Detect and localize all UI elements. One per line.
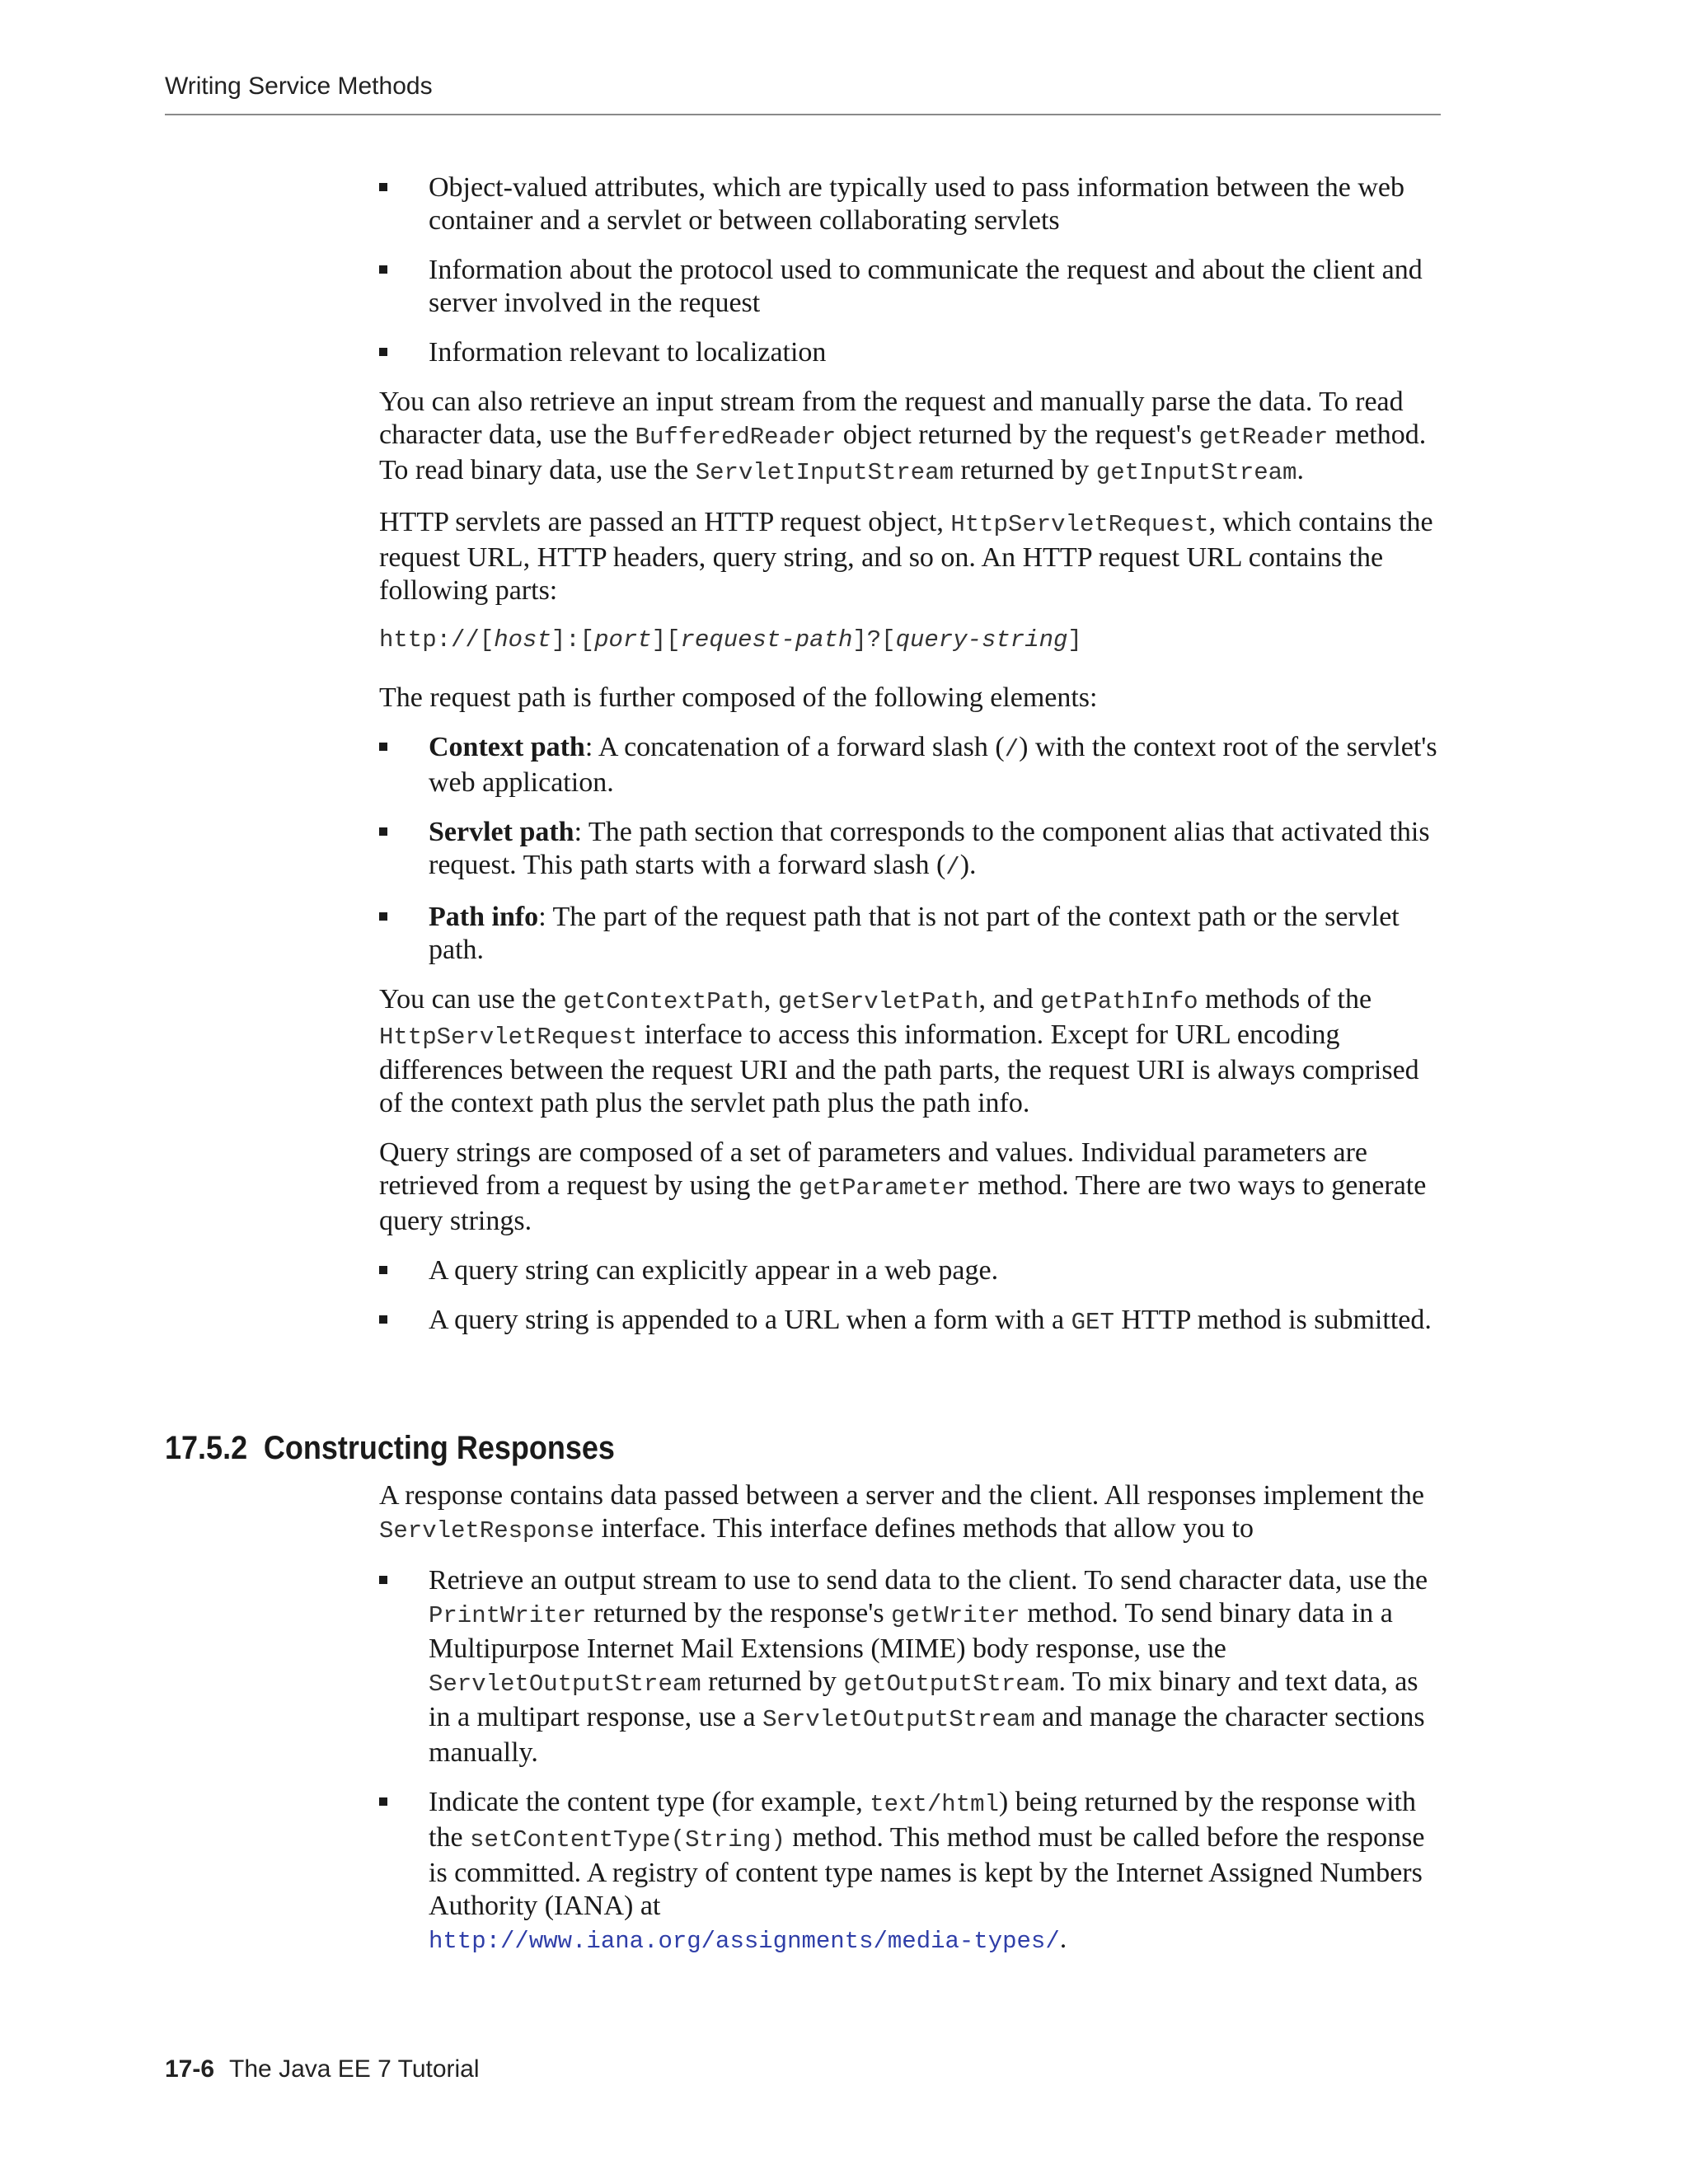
code-term: getInputStream (1095, 459, 1297, 486)
code-term: getParameter (798, 1174, 971, 1202)
code-term: text/html (870, 1791, 999, 1818)
response-abilities-list (379, 1564, 1442, 1958)
code-term: GET (1071, 1309, 1114, 1336)
bullet-square-icon (379, 1266, 387, 1274)
bullet-square-icon (379, 1315, 387, 1324)
bullet-square-icon (379, 1797, 387, 1806)
book-title: The Java EE 7 Tutorial (229, 2055, 480, 2083)
term: Servlet path (429, 817, 574, 847)
page-number: 17-6 (165, 2055, 215, 2083)
code-term: / (1004, 736, 1020, 763)
list-item: A query string can explicitly appear in a web page. (379, 1254, 1442, 1287)
code-term: setContentType(String) (470, 1826, 785, 1854)
code-term: ServletResponse (379, 1517, 595, 1544)
bullet-square-icon (379, 912, 387, 921)
term: Path info (429, 902, 539, 932)
query-ways-list (379, 1254, 1442, 1339)
bullet-square-icon (379, 183, 387, 191)
list-item: Retrieve an output stream to use to send data to the client. To send character data, use the PrintWriter returned by the response's getWriter method. To send binary data in a Multipurpose Internet Mail Extensions (MIME) body response, use the ServletOutputStream returned by getOutputStream. To mix binary and text data, as in a multipart response, use a ServletOutputStream and manage the character sections manually. (379, 1564, 1442, 1769)
code-term: getReader (1198, 424, 1329, 451)
code-term: getOutputStream (843, 1671, 1059, 1698)
path-elements-list (379, 731, 1442, 967)
section-number: 17.5.2 (165, 1430, 248, 1466)
running-header: Writing Service Methods (165, 73, 433, 100)
code-term: ServletInputStream (695, 459, 954, 486)
code-term: BufferedReader (635, 424, 837, 451)
list-item: Path info: The part of the request path that is not part of the context path or the servlet path. (379, 901, 1442, 967)
code-term: getContextPath (563, 988, 764, 1015)
http-request-paragraph: HTTP servlets are passed an HTTP request object, HttpServletRequest, which contains the request URL, HTTP headers, query string, and so on. An HTTP request URL contains the following parts: (379, 507, 1433, 606)
page-footer (165, 2055, 480, 2083)
header-rule (165, 114, 1441, 115)
code-term: ServletOutputStream (762, 1706, 1035, 1733)
bullet-square-icon (379, 743, 387, 751)
request-path-paragraph: The request path is further composed of the following elements: (379, 682, 1098, 713)
main-content-upper (379, 171, 1442, 1356)
list-item: Indicate the content type (for example, text/html) being returned by the response with the setContentType(String) method. This method must be called before the response is committed. A registry of content type names is kept by the Internet Assigned Numbers Authority (IANA) at http://www.iana.org/assignments/media-types/. (379, 1786, 1442, 1958)
attribute-list (379, 171, 1442, 369)
input-stream-paragraph: You can also retrieve an input stream from the request and manually parse the data. To read character data, use the BufferedReader object returned by the request's getReader method. To read binary data, use the ServletInputStream returned by getInputStream. (379, 387, 1427, 486)
code-term: getWriter (891, 1602, 1020, 1629)
list-item (379, 171, 1442, 237)
methods-paragraph: You can use the getContextPath, getServletPath, and getPathInfo methods of the HttpServletRequest interface to access this information. Except for URL encoding differences between the request URI and the path parts, the request URI is always comprised of the context path plus the servlet path plus the path info. (379, 984, 1419, 1118)
code-term: HttpServletRequest (379, 1024, 638, 1051)
bullet-square-icon (379, 827, 387, 836)
code-term: ServletOutputStream (429, 1671, 701, 1698)
response-paragraph: A response contains data passed between a server and the client. All responses implement the ServletResponse interface. This interface defines methods that allow you to (379, 1480, 1425, 1544)
list-item (379, 254, 1442, 320)
bullet-square-icon (379, 1576, 387, 1584)
code-term: getPathInfo (1040, 988, 1198, 1015)
list-item: A query string is appended to a URL when a form with a GET HTTP method is submitted. (379, 1304, 1442, 1339)
term: Context path (429, 732, 585, 762)
list-item: Servlet path: The path section that corresponds to the component alias that activated this request. This path starts with a forward slash (/). (379, 816, 1442, 884)
list-item-text: Object-valued attributes, which are typically used to pass information between the web container and a servlet or between collaborating servlets (429, 172, 1404, 236)
list-item-text: Information about the protocol used to communicate the request and about the client and server involved in the request (429, 255, 1423, 318)
bullet-square-icon (379, 348, 387, 356)
main-content-lower (379, 1479, 1442, 1975)
list-item: Context path: A concatenation of a forward slash (/) with the context root of the servlet's web application. (379, 731, 1442, 799)
section-title: Constructing Responses (263, 1430, 615, 1466)
list-item (379, 336, 1442, 369)
query-paragraph: Query strings are composed of a set of parameters and values. Individual parameters are retrieved from a request by using the getParameter method. There are two ways to generate query strings. (379, 1137, 1427, 1236)
bullet-square-icon (379, 265, 387, 274)
code-term: getServletPath (777, 988, 979, 1015)
section-heading (165, 1430, 615, 1467)
code-term: HttpServletRequest (950, 511, 1209, 538)
code-term: / (945, 854, 960, 881)
list-item-text: Information relevant to localization (429, 337, 827, 368)
code-term: PrintWriter (429, 1602, 587, 1629)
iana-media-types-link[interactable]: http://www.iana.org/assignments/media-types/ (429, 1928, 1060, 1955)
url-pattern: http://[host]:[port][request-path]?[query-string] (379, 626, 1082, 654)
